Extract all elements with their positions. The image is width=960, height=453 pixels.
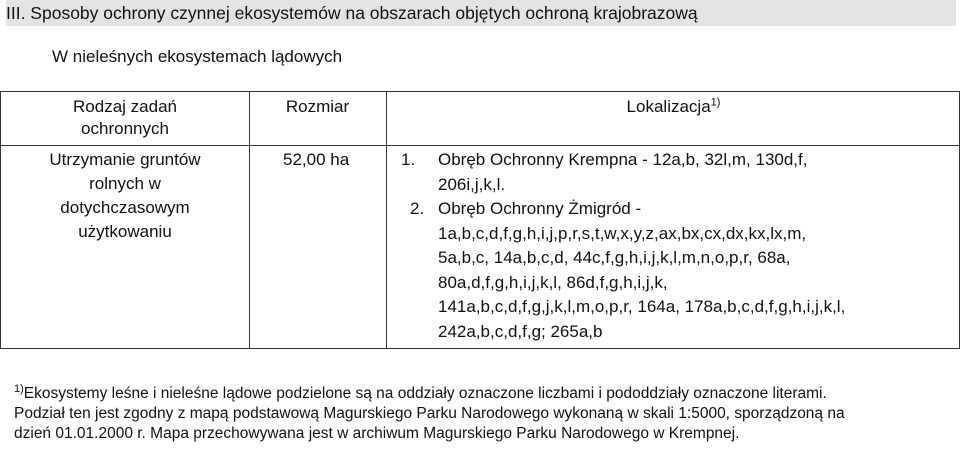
location-item-number: 2. [410, 199, 425, 218]
footnote-marker: 1) [14, 382, 24, 395]
footnote-line: Ekosystemy leśne i nieleśne lądowe podzielone są na oddziały oznaczone liczbami i pododdziały oznaczone literami. [23, 385, 827, 402]
task-type-cell: Utrzymanie gruntów rolnych w dotychczasowym użytkowaniu [49, 150, 201, 241]
section-heading: III. Sposoby ochrony czynnej ekosystemów na obszarach objętych ochroną krajobrazową [6, 0, 956, 26]
table-header-divider [1, 145, 959, 146]
footnote [14, 384, 959, 444]
protection-tasks-table [0, 91, 960, 349]
header-location: Lokalizacja$^{1)}$ [626, 96, 721, 116]
header-task-type: Rodzaj zadań ochronnych [73, 97, 177, 138]
size-cell: 52,00 ha [283, 150, 350, 169]
location-item-krempna: Obręb Ochronny Krempna - 12a,b, 32l,m, 130d,f, 206i,j,k,l. [438, 150, 808, 194]
location-item-number: 1. [401, 150, 416, 169]
section-subheading: W nieleśnych ekosystemach lądowych [52, 47, 343, 66]
table-column-divider [386, 92, 387, 348]
footnote-line: Podział ten jest zgodny z mapą podstawową Magurskiego Parku Narodowego wykonaną w skali 1:5000, sporządzoną na [14, 405, 845, 422]
footnote-line: dzień 01.01.2000 r. Mapa przechowywana jest w archiwum Magurskiego Parku Narodowego w Krempnej. [14, 425, 740, 442]
table-column-divider [249, 92, 250, 348]
header-size: Rozmiar [285, 97, 350, 116]
location-item-zmigrod: Obręb Ochronny Żmigród - 1a,b,c,d,f,g,h,i,j,p,r,s,t,w,x,y,z,ax,bx,cx,dx,kx,lx,m, 5a,b,c, 14a,b,c,d, 44c,f,g,h,i,j,k,l,m,n,o,p,r, 68a, 80a,d,f,g,h,i,j,k,l, 86d,f,g,h,i,j,k, 141a,b,c,d,f,g,j,k,l,m,o,p,r, 164a, 178a,b,c,d,f,g,h,i,j,k,l, 242a,b,c,d,f,g; 265a,b [438, 199, 846, 341]
